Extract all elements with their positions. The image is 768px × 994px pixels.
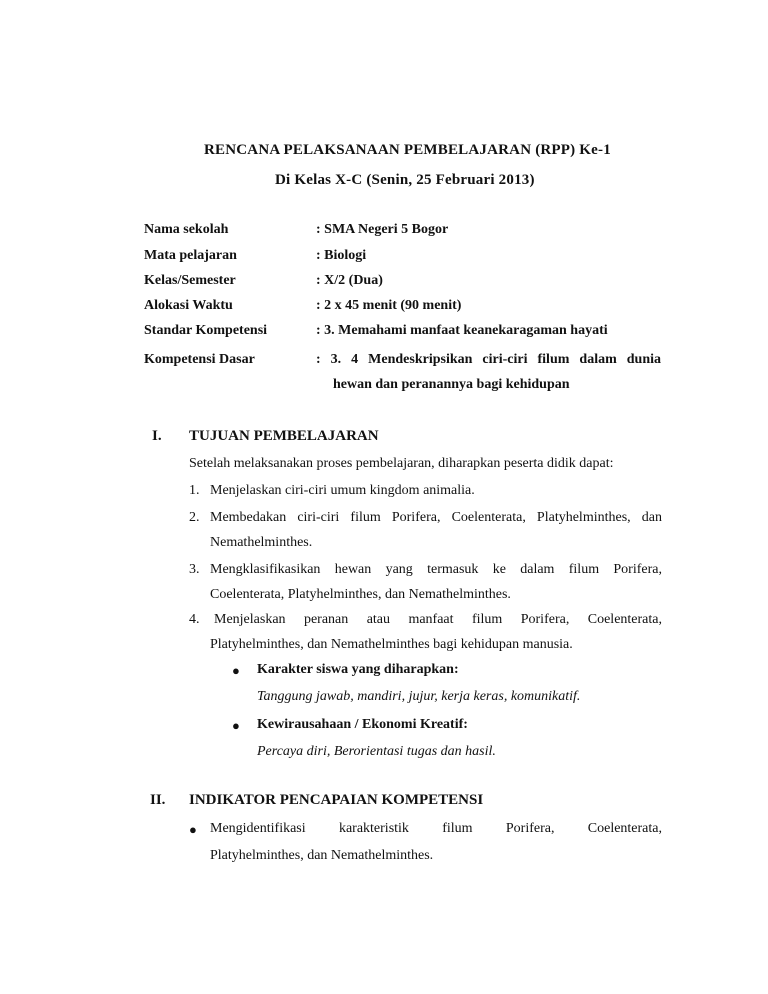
list-text-cont: Nemathelminthes. <box>210 535 313 550</box>
document-title: RENCANA PELAKSANAAN PEMBELAJARAN (RPP) Ke-1 <box>204 142 611 158</box>
bullet-title: Karakter siswa yang diharapkan: <box>257 662 459 677</box>
document-subtitle: Di Kelas X-C (Senin, 25 Februari 2013) <box>275 172 535 188</box>
list-text: Mengklasifikasikan hewan yang termasuk ke dalam filum Porifera, <box>210 562 662 577</box>
bullet-dot-icon: ● <box>189 822 197 837</box>
bullet-text: Mengidentifikasi karakteristik filum Porifera, Coelenterata, <box>210 821 662 836</box>
list-number: 4. <box>189 612 200 627</box>
list-text-cont: Platyhelminthes, dan Nemathelminthes bagi kehidupan manusia. <box>210 637 573 652</box>
list-number: 2. <box>189 510 200 525</box>
list-text-cont: Coelenterata, Platyhelminthes, dan Nemathelminthes. <box>210 587 511 602</box>
bullet-title: Kewirausahaan / Ekonomi Kreatif: <box>257 717 468 732</box>
section-number: I. <box>152 428 162 444</box>
info-value-standard: : 3. Memahami manfaat keanekaragaman hayati <box>316 323 608 338</box>
list-number: 1. <box>189 483 200 498</box>
section-heading: INDIKATOR PENCAPAIAN KOMPETENSI <box>189 792 484 808</box>
info-value-time: : 2 x 45 menit (90 menit) <box>316 298 462 313</box>
info-label-standard: Standar Kompetensi <box>144 323 268 338</box>
info-label-subject: Mata pelajaran <box>144 248 237 263</box>
bullet-text: Tanggung jawab, mandiri, jujur, kerja keras, komunikatif. <box>257 689 581 704</box>
info-label-time: Alokasi Waktu <box>144 298 233 313</box>
info-value-class: : X/2 (Dua) <box>316 273 383 288</box>
section-intro: Setelah melaksanakan proses pembelajaran, diharapkan peserta didik dapat: <box>189 456 614 471</box>
info-value-basic-competence-cont: hewan dan peranannya bagi kehidupan <box>333 377 570 392</box>
info-value-school: : SMA Negeri 5 Bogor <box>316 222 449 237</box>
list-text: Menjelaskan peranan atau manfaat filum Porifera, Coelenterata, <box>214 612 662 627</box>
bullet-dot-icon: ● <box>232 663 240 678</box>
list-text: Membedakan ciri-ciri filum Porifera, Coelenterata, Platyhelminthes, dan <box>210 510 662 525</box>
info-value-basic-competence: : 3. 4 Mendeskripsikan ciri-ciri filum dalam dunia <box>316 352 661 367</box>
bullet-dot-icon: ● <box>232 718 240 733</box>
bullet-text-cont: Platyhelminthes, dan Nemathelminthes. <box>210 848 434 863</box>
info-label-basic-competence: Kompetensi Dasar <box>144 352 255 367</box>
info-label-class: Kelas/Semester <box>144 273 236 288</box>
section-heading: TUJUAN PEMBELAJARAN <box>189 428 379 444</box>
info-label-school: Nama sekolah <box>144 222 229 237</box>
info-value-subject: : Biologi <box>316 248 367 263</box>
list-text: Menjelaskan ciri-ciri umum kingdom animalia. <box>210 483 475 498</box>
list-number: 3. <box>189 562 200 577</box>
bullet-text: Percaya diri, Berorientasi tugas dan hasil. <box>257 744 496 759</box>
section-number: II. <box>150 792 166 808</box>
